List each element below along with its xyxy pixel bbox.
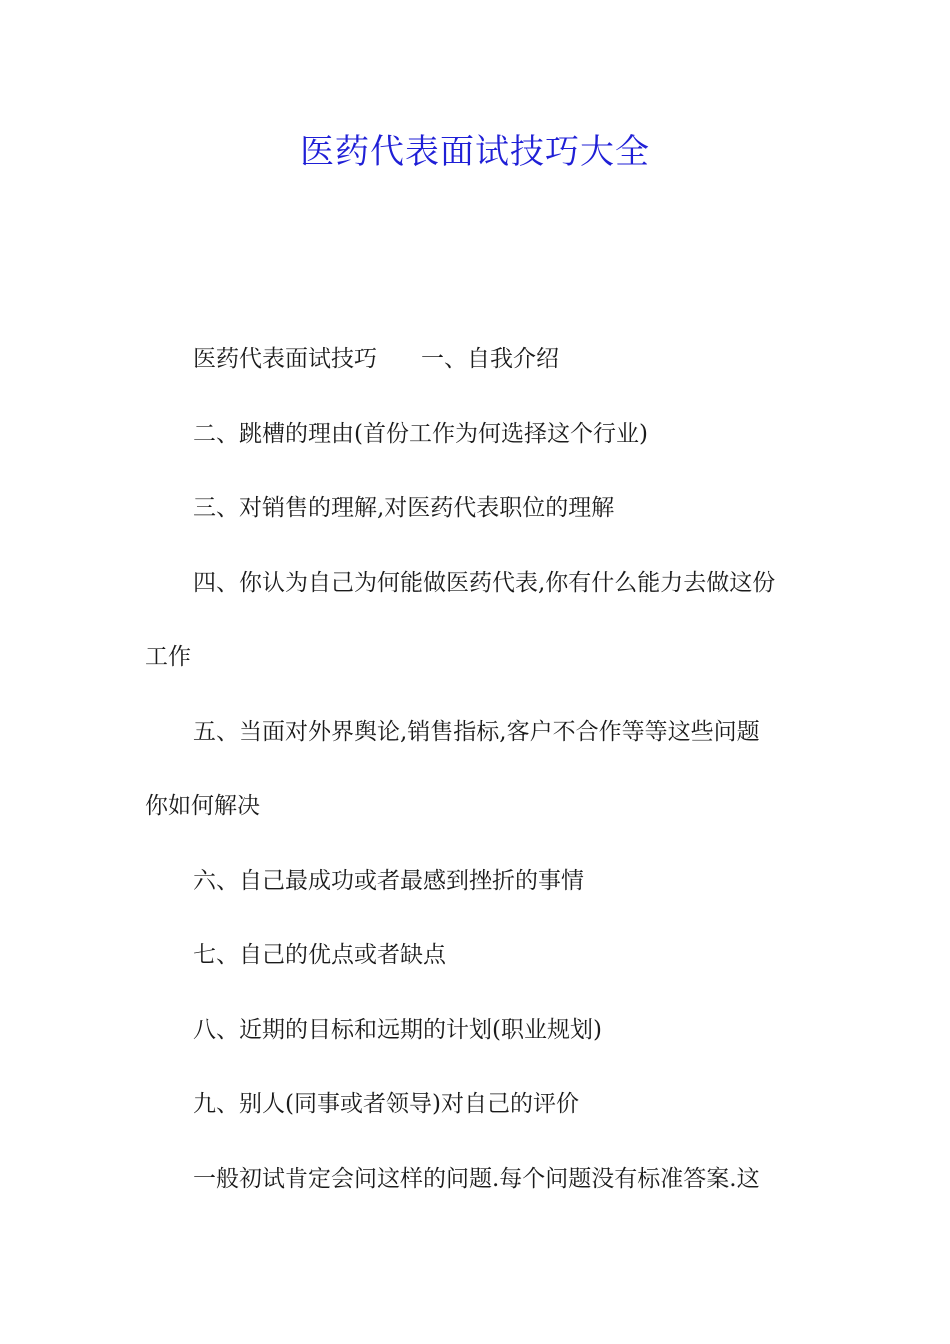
paragraph-item-4-line-1: 四、你认为自己为何能做医药代表,你有什么能力去做这份 — [193, 569, 776, 596]
document-body — [145, 337, 810, 1231]
intro-item-1: 一、自我介绍 — [421, 346, 559, 372]
paragraph-intro — [145, 337, 810, 381]
paragraph-closing: 一般初试肯定会问这样的问题.每个问题没有标准答案.这 — [193, 1165, 760, 1192]
paragraph-item-5-line-2: 你如何解决 — [145, 793, 260, 819]
paragraph-item-9: 九、别人(同事或者领导)对自己的评价 — [193, 1091, 579, 1117]
intro-heading: 医药代表面试技巧 — [193, 346, 377, 372]
paragraph-item-8: 八、近期的目标和远期的计划(职业规划) — [193, 1016, 602, 1043]
paragraph-item-6: 六、自己最成功或者最感到挫折的事情 — [193, 867, 584, 894]
paragraph-item-3: 三、对销售的理解,对医药代表职位的理解 — [193, 495, 615, 521]
document-title: 医药代表面试技巧大全 — [300, 132, 650, 172]
paragraph-item-7: 七、自己的优点或者缺点 — [193, 942, 446, 968]
paragraph-item-4-line-2: 工作 — [145, 644, 191, 670]
paragraph-item-2: 二、跳槽的理由(首份工作为何选择这个行业) — [193, 420, 648, 447]
paragraph-item-5-line-1: 五、当面对外界舆论,销售指标,客户不合作等等这些问题 — [193, 718, 760, 745]
